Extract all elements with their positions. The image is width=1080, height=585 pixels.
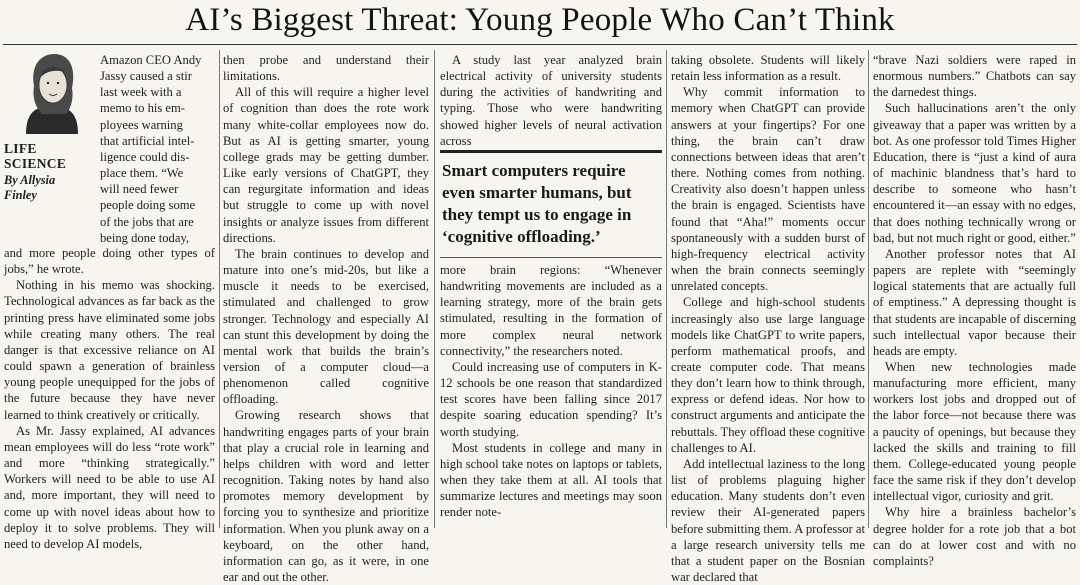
paragraph: taking obsolete. Students will likely retain less information as a result.: [671, 53, 865, 84]
paragraph: When new technologies made manufacturing more efficient, many workers lost jobs and dropped out of the labor force—not because there was a paucity of openings, but because they lacked the skills and training to fill them. College-educated young people face the same risk if they don’t develop intellectual vigor, curiosity and grit.: [873, 359, 1076, 504]
wrap-line: Jassy caused a stir: [100, 69, 192, 84]
wrap-line: ployees warning: [100, 117, 183, 132]
column-3: [440, 52, 662, 149]
column-2: [223, 52, 429, 585]
column-divider: [434, 50, 435, 528]
paragraph: Most students in college and many in high school take notes on laptops or tablets, when they take them at all. AI tools that summarize lectures and meetings may soon render note-: [440, 440, 662, 520]
paragraph: Such hallucinations aren’t the only giveaway that a paper was written by a bot. As one professor told Times Higher Education, there is “just a kind of aura of machinic blandness that’s hard to describe to someone who hasn’t encountered it—an essay with no edges, that does nothing technically wrong or bad, but not much right or good, either.”: [873, 101, 1076, 245]
wrap-line: that artificial intel-: [100, 133, 195, 148]
wrap-line: Amazon CEO Andy: [100, 53, 202, 67]
author-box: [4, 50, 98, 210]
wrap-line: people doing some: [100, 198, 196, 213]
byline: By Allysia Finley: [4, 173, 56, 202]
paragraph: Another professor notes that AI papers are replete with “seemingly logical statements that are actually full of emptiness.” A depressing thought is that students are incapable of discerning such intellectual vapor because their heads are empty.: [873, 246, 1076, 358]
paragraph: A study last year analyzed brain electrical activity of university students during the activities of handwriting and typing. Those who were handwriting showed higher levels of neural activation across: [440, 53, 662, 148]
column-4: [671, 52, 865, 585]
column-divider: [666, 50, 667, 528]
wrap-line: being done today,: [100, 230, 190, 245]
wrap-text: [100, 52, 215, 246]
paragraph: Could increasing use of computers in K-12 schools be one reason that standardized test scores have been falling since 2017 despite soaring education spending? It’s worth studying.: [440, 359, 662, 439]
column-1-lower: [4, 245, 215, 552]
wrap-line: memo to his em-: [100, 101, 185, 116]
wrap-line: ligence could dis-: [100, 149, 190, 164]
headline: AI’s Biggest Threat: Young People Who Can’t Think: [185, 2, 895, 38]
paragraph: and more people doing other types of jobs,” he wrote.: [4, 246, 215, 277]
paragraph: then probe and understand their limitations.: [223, 53, 429, 84]
author-portrait: [12, 50, 92, 134]
pull-quote: Smart computers require even smarter humans, but they tempt us to engage in ‘cognitive offloading.’: [440, 150, 662, 258]
paragraph: The brain continues to develop and mature into one’s mid-20s, but like a muscle it needs to be exercised, stimulated and challenged to grow stronger. Technology and especially AI can stunt this development by doing the mental work that builds the brain’s version of a computer cloud—a phenomenon called cognitive offloading.: [223, 246, 429, 407]
wrap-line: place them. “We: [100, 166, 184, 181]
column-5: [873, 52, 1076, 569]
headline-rule: [3, 44, 1077, 45]
wrap-line: will need fewer: [100, 182, 179, 197]
column-divider: [219, 50, 220, 528]
paragraph: As Mr. Jassy explained, AI advances mean employees will do less “rote work” and more “thinking strategically.” Workers will need to be able to use AI and, more important, they will need to come up with novel ideas about how to deploy it to solve problems. They will need to develop AI models,: [4, 423, 215, 551]
paragraph: Why commit information to memory when ChatGPT can provide answers at your fingertips? For one thing, the brain can’t draw connections between ideas that aren’t there. Nothing comes from nothing. Creativity also doesn’t happen unless the brain is engaged. Scientists have found that “Aha!” moments occur spontaneously with a sudden burst of high-frequency electrical activity when the brain connects seemingly unrelated concepts.: [671, 85, 865, 294]
paragraph: Growing research shows that handwriting engages parts of your brain that play a crucial role in learning and helps children with word and letter recognition. Taking notes by hand also promotes memory development by forcing you to synthesize and prioritize information. When you plunk away on a keyboard, on the other hand, information can go, as it were, in one ear and out the other.: [223, 408, 429, 584]
paragraph: College and high-school students increasingly also use large language models like ChatGPT to write papers, perform mathematical proofs, and create computer code. That means they don’t learn how to think through, express or defend ideas. Nor how to construct arguments and anticipate the rebuttals. They offload these cognitive challenges to AI.: [671, 295, 865, 455]
paragraph: Add intellectual laziness to the long list of problems plaguing higher education. Many students don’t even review their AI-generated papers before submitting them. A professor at a large research university tells me that a student paper on the Bosnian war declared that: [671, 456, 865, 584]
wrap-line: of the jobs that are: [100, 214, 194, 229]
paragraph: “brave Nazi soldiers were raped in enormous numbers.” Chatbots can say the darnedest things.: [873, 53, 1076, 100]
section-kicker: LIFE SCIENCE: [4, 141, 67, 171]
column-1: [100, 52, 215, 246]
paragraph: Why hire a brainless bachelor’s degree holder for a rote job that a bot can do at lower cost and with no complaints?: [873, 505, 1076, 568]
column-divider: [868, 50, 869, 528]
column-3-lower: [440, 262, 662, 521]
paragraph: Nothing in his memo was shocking. Technological advances as far back as the printing press have eliminated some jobs while creating many others. The real danger is that excessive reliance on AI could spawn a generation of brainless young people unequipped for the jobs of the future because they have never learned to think creatively or critically.: [4, 278, 215, 422]
wrap-line: last week with a: [100, 85, 182, 100]
paragraph: more brain regions: “Whenever handwriting movements are included as a learning strategy, more of the brain gets stimulated, resulting in the formation of more complex neural network connectivity,” the researchers noted.: [440, 263, 662, 358]
paragraph: All of this will require a higher level of cognition than does the rote work many white-collar employees now do. But as AI is getting smarter, young college grads may be getting dumber. Like early versions of ChatGPT, they can regurgitate information and ideas but struggle to come up with novel insights or analyze issues from different directions.: [223, 85, 429, 245]
